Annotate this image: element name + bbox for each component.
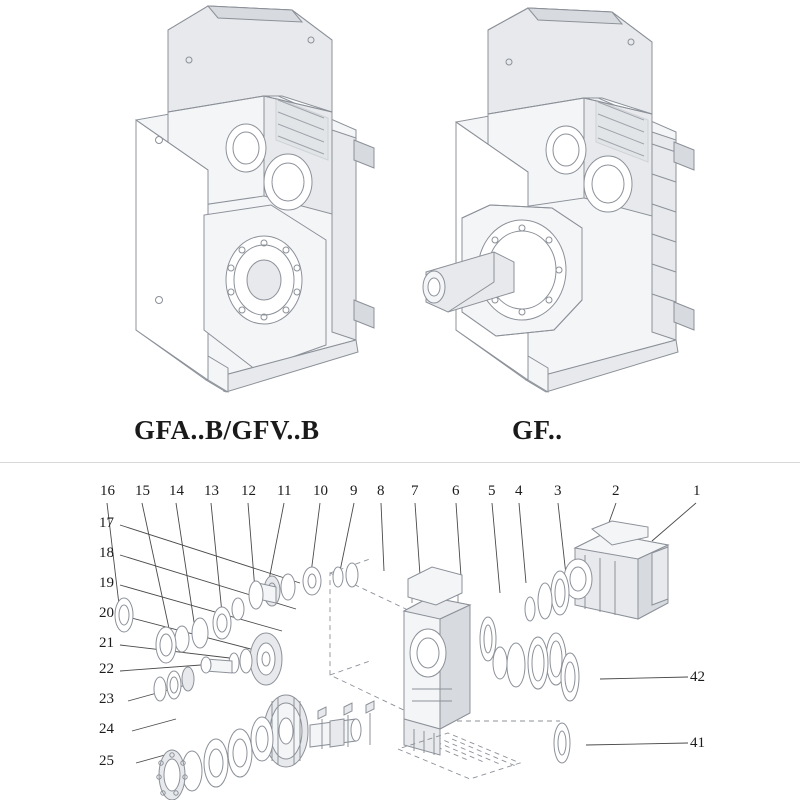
- caption-gfa-b-gfv-b: GFA..B/GFV..B: [134, 415, 320, 445]
- gearbox-isometric-icon: [96, 0, 396, 400]
- callout-13: 13: [204, 483, 219, 499]
- callout-17: 17: [99, 515, 114, 531]
- gearbox-drawing-right: [404, 0, 724, 400]
- exploded-parts-diagram: [0, 463, 800, 800]
- callout-21: 21: [99, 635, 114, 651]
- callout-16: 16: [100, 483, 115, 499]
- callout-24: 24: [99, 721, 114, 737]
- callout-6: 6: [452, 483, 460, 499]
- callout-10: 10: [313, 483, 328, 499]
- callout-18: 18: [99, 545, 114, 561]
- callout-4: 4: [515, 483, 523, 499]
- callout-15: 15: [135, 483, 150, 499]
- gearbox-drawing-left: [96, 0, 396, 400]
- callout-11: 11: [277, 483, 292, 499]
- callout-1: 1: [693, 483, 701, 499]
- callout-8: 8: [377, 483, 385, 499]
- exploded-view-section: [0, 463, 800, 800]
- callout-41: 41: [690, 735, 705, 751]
- callout-14: 14: [169, 483, 184, 499]
- callout-9: 9: [350, 483, 358, 499]
- callout-23: 23: [99, 691, 114, 707]
- callout-20: 20: [99, 605, 114, 621]
- callout-5: 5: [488, 483, 496, 499]
- callout-42: 42: [690, 669, 705, 685]
- callout-7: 7: [411, 483, 419, 499]
- caption-gf: GF..: [512, 415, 563, 445]
- gearbox-with-shaft-isometric-icon: [404, 0, 724, 400]
- callout-22: 22: [99, 661, 114, 677]
- callout-12: 12: [241, 483, 256, 499]
- callout-19: 19: [99, 575, 114, 591]
- callout-3: 3: [554, 483, 562, 499]
- callout-25: 25: [99, 753, 114, 769]
- callout-2: 2: [612, 483, 620, 499]
